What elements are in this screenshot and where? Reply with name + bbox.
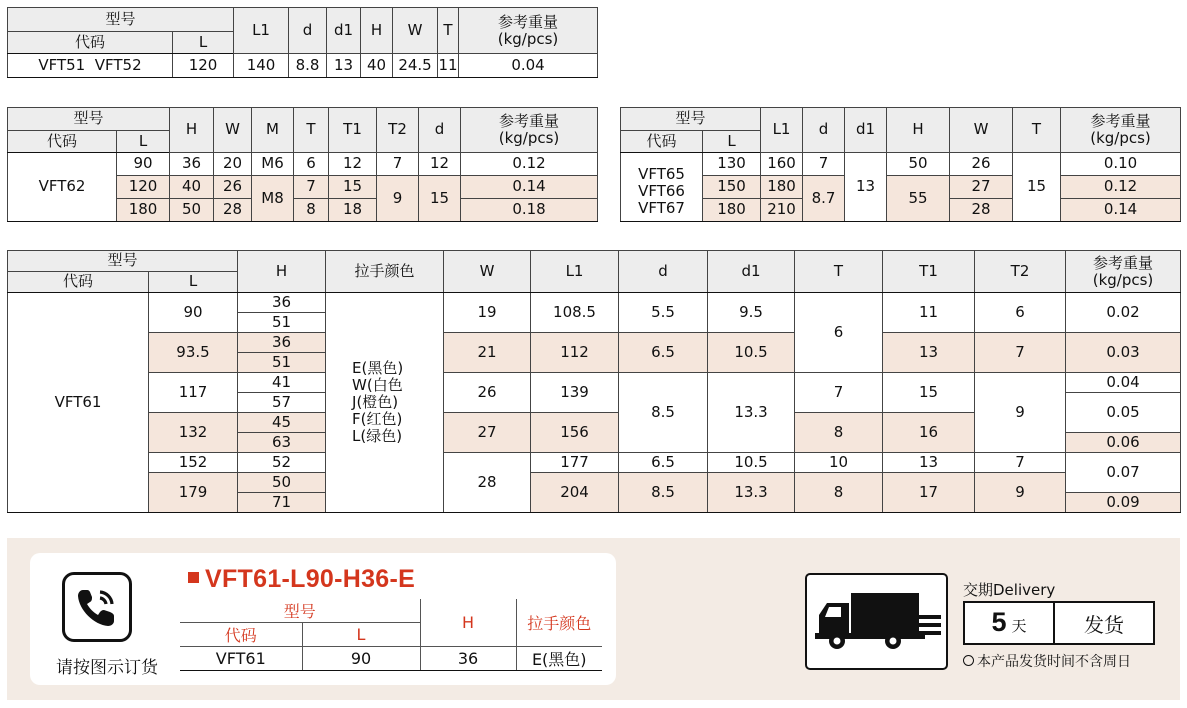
cell-w: 26 bbox=[444, 373, 531, 413]
cell-h: 50 bbox=[170, 199, 214, 222]
cell-l: 132 bbox=[149, 413, 238, 453]
cell-w: 27 bbox=[950, 176, 1013, 199]
header-model: 型号 bbox=[8, 251, 238, 272]
cell-m: M8 bbox=[252, 176, 294, 222]
cell-d1: 10.5 bbox=[708, 453, 795, 473]
cell-weight: 0.02 bbox=[1066, 293, 1181, 333]
header-d: d bbox=[803, 108, 845, 153]
cell-d: 8.5 bbox=[619, 473, 708, 513]
truck-icon bbox=[805, 573, 948, 670]
cell-d1: 10.5 bbox=[708, 333, 795, 373]
cell-l: 120 bbox=[117, 176, 170, 199]
header-l: L bbox=[703, 131, 761, 153]
cell-weight: 0.14 bbox=[1061, 199, 1181, 222]
header-weight: 参考重量 (kg/pcs) bbox=[461, 108, 598, 153]
cell-t1: 12 bbox=[329, 153, 377, 176]
header-t: T bbox=[438, 8, 459, 54]
cell-l1: 108.5 bbox=[531, 293, 619, 333]
header-t1: T1 bbox=[883, 251, 975, 293]
header-model: 型号 bbox=[621, 108, 761, 131]
cell-h: 55 bbox=[887, 176, 950, 222]
header-code: 代码 bbox=[8, 131, 117, 153]
header-code: 代码 bbox=[8, 272, 149, 293]
delivery-card bbox=[805, 573, 1175, 673]
header-l1: L1 bbox=[234, 8, 289, 54]
header-color: 拉手颜色 bbox=[326, 251, 444, 293]
cell-w: 26 bbox=[214, 176, 252, 199]
header-h: H bbox=[887, 108, 950, 153]
header-w: W bbox=[214, 108, 252, 153]
cell-d1: 13.3 bbox=[708, 473, 795, 513]
cell-t1: 13 bbox=[883, 333, 975, 373]
cell-d: 8.5 bbox=[619, 373, 708, 453]
cell-l1: 139 bbox=[531, 373, 619, 413]
header-d: d bbox=[619, 251, 708, 293]
spec-table-vft61 bbox=[7, 250, 1181, 513]
cell-d: 15 bbox=[419, 176, 461, 222]
header-l: L bbox=[173, 32, 234, 54]
cell-weight: 0.12 bbox=[1061, 176, 1181, 199]
header-t: T bbox=[795, 251, 883, 293]
header-weight: 参考重量 (kg/pcs) bbox=[1066, 251, 1181, 293]
header-d1: d1 bbox=[845, 108, 887, 153]
header-l1: L1 bbox=[531, 251, 619, 293]
cell-codes: VFT65 VFT66 VFT67 bbox=[621, 153, 703, 222]
cell-t1: 17 bbox=[883, 473, 975, 513]
header-code: 代码 bbox=[621, 131, 703, 153]
header-l: L bbox=[117, 131, 170, 153]
cell-d: 8.8 bbox=[289, 54, 327, 78]
header-w: W bbox=[393, 8, 438, 54]
header-t2: T2 bbox=[377, 108, 419, 153]
order-header-l: L bbox=[302, 623, 420, 647]
cell-weight: 0.04 bbox=[459, 54, 598, 78]
header-t2: T2 bbox=[975, 251, 1066, 293]
cell-l: 180 bbox=[117, 199, 170, 222]
cell-weight: 0.10 bbox=[1061, 153, 1181, 176]
cell-code: VFT61 bbox=[8, 293, 149, 513]
cell-weight: 0.07 bbox=[1066, 453, 1181, 493]
order-caption: 请按图示订货 bbox=[56, 658, 158, 678]
cell-l: 150 bbox=[703, 176, 761, 199]
header-model: 型号 bbox=[8, 8, 234, 32]
cell-t1: 11 bbox=[883, 293, 975, 333]
cell-w: 19 bbox=[444, 293, 531, 333]
cell-l: 130 bbox=[703, 153, 761, 176]
cell-t2: 9 bbox=[377, 176, 419, 222]
cell-h: 36 bbox=[238, 293, 326, 313]
cell-d: 6.5 bbox=[619, 333, 708, 373]
cell-w: 21 bbox=[444, 333, 531, 373]
cell-l: 180 bbox=[703, 199, 761, 222]
cell-h: 40 bbox=[361, 54, 393, 78]
cell-l: 117 bbox=[149, 373, 238, 413]
cell-w: 26 bbox=[950, 153, 1013, 176]
header-d1: d1 bbox=[708, 251, 795, 293]
cell-d: 6.5 bbox=[619, 453, 708, 473]
delivery-days bbox=[965, 603, 1055, 643]
phone-icon bbox=[62, 572, 132, 642]
cell-weight: 0.03 bbox=[1066, 333, 1181, 373]
order-band bbox=[7, 538, 1180, 700]
cell-t1: 13 bbox=[883, 453, 975, 473]
cell-t: 7 bbox=[795, 373, 883, 413]
cell-h: 52 bbox=[238, 453, 326, 473]
cell-h: 36 bbox=[238, 333, 326, 353]
delivery-note: 本产品发货时间不含周日 bbox=[963, 651, 1131, 671]
order-example-card bbox=[30, 553, 616, 685]
cell-weight: 0.04 bbox=[1066, 373, 1181, 393]
header-h: H bbox=[238, 251, 326, 293]
cell-t1: 16 bbox=[883, 413, 975, 453]
cell-l: 93.5 bbox=[149, 333, 238, 373]
cell-h: 50 bbox=[887, 153, 950, 176]
order-header-color: 拉手颜色 bbox=[516, 599, 602, 647]
cell-t2: 7 bbox=[975, 453, 1066, 473]
cell-d1: 13 bbox=[327, 54, 361, 78]
cell-t: 6 bbox=[294, 153, 329, 176]
delivery-ship: 发货 bbox=[1084, 612, 1124, 637]
cell-d1: 13.3 bbox=[708, 373, 795, 453]
cell-h: 71 bbox=[238, 493, 326, 513]
cell-w: 28 bbox=[214, 199, 252, 222]
cell-t2: 7 bbox=[377, 153, 419, 176]
order-header-h: H bbox=[420, 599, 516, 647]
circle-bullet-icon bbox=[963, 655, 974, 666]
cell-h: 50 bbox=[238, 473, 326, 493]
cell-d: 5.5 bbox=[619, 293, 708, 333]
delivery-days-unit: 天 bbox=[1011, 617, 1027, 635]
cell-weight: 0.06 bbox=[1066, 433, 1181, 453]
header-weight: 参考重量 (kg/pcs) bbox=[459, 8, 598, 54]
order-value-h: 36 bbox=[420, 647, 516, 671]
spec-table-vft51-52 bbox=[7, 7, 598, 78]
header-t: T bbox=[1013, 108, 1061, 153]
cell-t: 7 bbox=[294, 176, 329, 199]
cell-d: 12 bbox=[419, 153, 461, 176]
header-t1: T1 bbox=[329, 108, 377, 153]
cell-t: 8 bbox=[795, 473, 883, 513]
order-value-color: E(黑色) bbox=[516, 647, 602, 671]
cell-t: 8 bbox=[795, 413, 883, 453]
cell-l: 179 bbox=[149, 473, 238, 513]
header-h: H bbox=[361, 8, 393, 54]
cell-l: 90 bbox=[149, 293, 238, 333]
cell-m: M6 bbox=[252, 153, 294, 176]
cell-code: VFT62 bbox=[8, 153, 117, 222]
header-w: W bbox=[950, 108, 1013, 153]
delivery-label: 交期Delivery bbox=[963, 581, 1056, 599]
cell-weight: 0.14 bbox=[461, 176, 598, 199]
order-value-l: 90 bbox=[302, 647, 420, 671]
cell-t1: 15 bbox=[883, 373, 975, 413]
cell-h: 40 bbox=[170, 176, 214, 199]
cell-w: 28 bbox=[950, 199, 1013, 222]
cell-d1: 13 bbox=[845, 153, 887, 222]
cell-d: 7 bbox=[803, 153, 845, 176]
header-h: H bbox=[170, 108, 214, 153]
cell-t1: 18 bbox=[329, 199, 377, 222]
cell-h: 51 bbox=[238, 353, 326, 373]
header-t: T bbox=[294, 108, 329, 153]
cell-weight: 0.09 bbox=[1066, 493, 1181, 513]
cell-w: 20 bbox=[214, 153, 252, 176]
cell-l: 90 bbox=[117, 153, 170, 176]
header-l1: L1 bbox=[761, 108, 803, 153]
cell-l: 120 bbox=[173, 54, 234, 78]
cell-t: 15 bbox=[1013, 153, 1061, 222]
cell-colors: E(黑色) W(白色 J(橙色) F(红色) L(绿色) bbox=[326, 293, 444, 513]
cell-h: 45 bbox=[238, 413, 326, 433]
cell-weight: 0.18 bbox=[461, 199, 598, 222]
cell-t2: 6 bbox=[975, 293, 1066, 333]
cell-l1: 156 bbox=[531, 413, 619, 453]
spec-table-vft62 bbox=[7, 107, 598, 222]
header-l: L bbox=[149, 272, 238, 293]
cell-w: 27 bbox=[444, 413, 531, 453]
cell-l1: 177 bbox=[531, 453, 619, 473]
cell-h: 41 bbox=[238, 373, 326, 393]
cell-w: 24.5 bbox=[393, 54, 438, 78]
cell-l1: 210 bbox=[761, 199, 803, 222]
cell-l: 152 bbox=[149, 453, 238, 473]
cell-w: 28 bbox=[444, 453, 531, 513]
header-w: W bbox=[444, 251, 531, 293]
cell-l1: 180 bbox=[761, 176, 803, 199]
cell-t: 11 bbox=[438, 54, 459, 78]
cell-t2: 9 bbox=[975, 473, 1066, 513]
cell-weight: 0.05 bbox=[1066, 393, 1181, 433]
cell-t: 8 bbox=[294, 199, 329, 222]
cell-t1: 15 bbox=[329, 176, 377, 199]
header-m: M bbox=[252, 108, 294, 153]
cell-l1: 112 bbox=[531, 333, 619, 373]
header-d: d bbox=[289, 8, 327, 54]
cell-d: 8.7 bbox=[803, 176, 845, 222]
cell-l1: 140 bbox=[234, 54, 289, 78]
cell-h: 57 bbox=[238, 393, 326, 413]
delivery-box bbox=[963, 601, 1155, 645]
cell-d1: 9.5 bbox=[708, 293, 795, 333]
order-table bbox=[180, 599, 602, 671]
cell-t2: 7 bbox=[975, 333, 1066, 373]
order-value-code: VFT61 bbox=[180, 647, 302, 671]
header-d: d bbox=[419, 108, 461, 153]
header-weight: 参考重量 (kg/pcs) bbox=[1061, 108, 1181, 153]
order-header-model: 型号 bbox=[180, 599, 420, 623]
cell-h: 36 bbox=[170, 153, 214, 176]
cell-t2: 9 bbox=[975, 373, 1066, 453]
spec-table-vft65-67 bbox=[620, 107, 1181, 222]
bullet-square-icon bbox=[188, 572, 199, 583]
cell-h: 63 bbox=[238, 433, 326, 453]
header-model: 型号 bbox=[8, 108, 170, 131]
order-header-code: 代码 bbox=[180, 623, 302, 647]
delivery-days-number: 5 bbox=[991, 607, 1007, 637]
header-code: 代码 bbox=[8, 32, 173, 54]
cell-l1: 160 bbox=[761, 153, 803, 176]
cell-h: 51 bbox=[238, 313, 326, 333]
cell-t: 6 bbox=[795, 293, 883, 373]
order-example-code: VFT61-L90-H36-E bbox=[188, 565, 415, 594]
cell-l1: 204 bbox=[531, 473, 619, 513]
cell-code: VFT51 VFT52 bbox=[8, 54, 173, 78]
cell-t: 10 bbox=[795, 453, 883, 473]
header-d1: d1 bbox=[327, 8, 361, 54]
cell-weight: 0.12 bbox=[461, 153, 598, 176]
